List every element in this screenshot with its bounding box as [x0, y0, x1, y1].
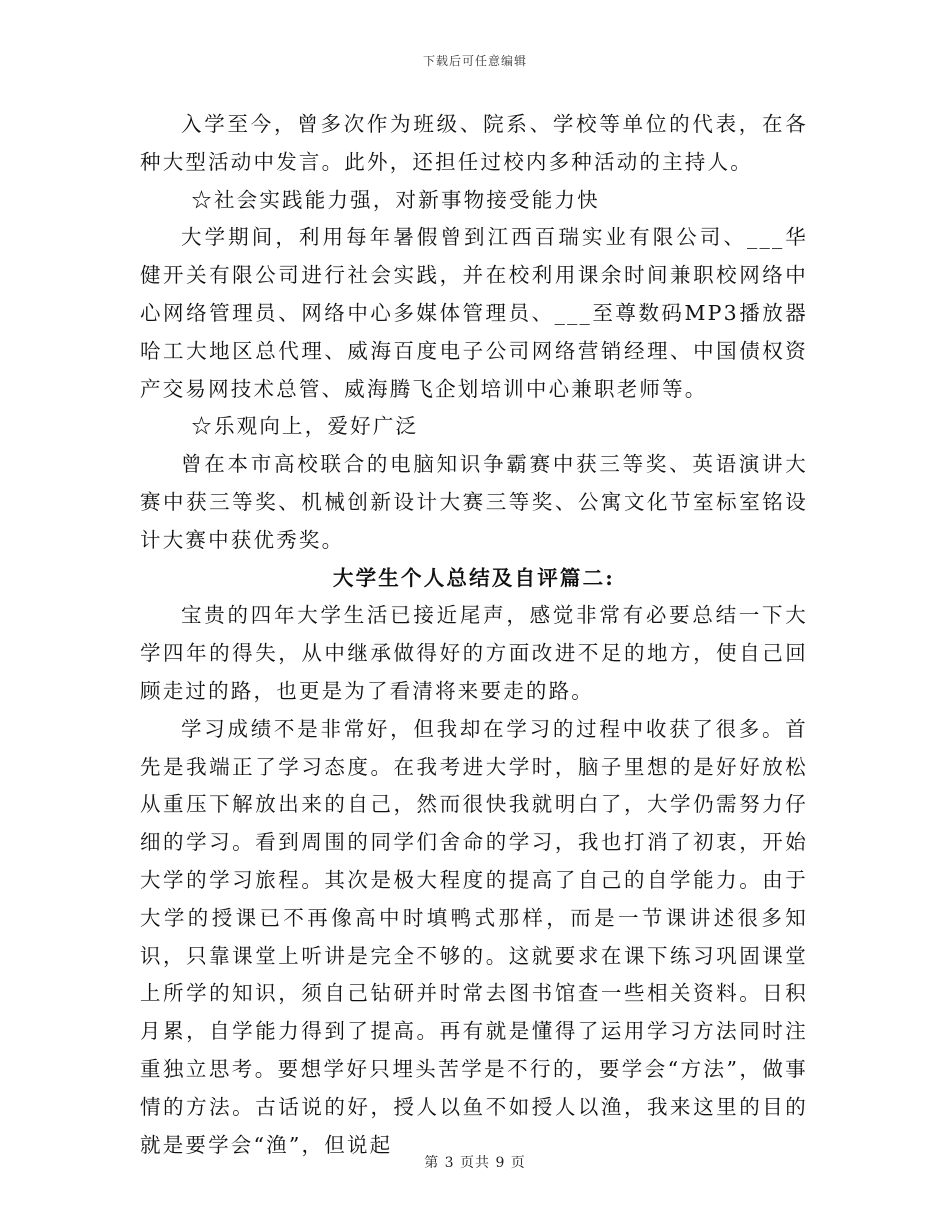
header-note: 下载后可任意编辑 — [422, 54, 527, 68]
article-heading: 大学生个人总结及自评篇二: — [332, 565, 616, 590]
paragraph-practice: 大学期间，利用每年暑假曾到江西百瑞实业有限公司、___华健开关有限公司进行社会实践，并在校利用课余时间兼职校网络中心网络管理员、网络中心多媒体管理员、___至尊数码MP3播放器哈工大地区总代理、威海百度电子公司网络营销经理、中国债权资产交易网技术总管、威海腾飞企划培训中心兼职老师等。 — [140, 225, 808, 401]
paragraph-study: 学习成绩不是非常好，但我却在学习的过程中收获了很多。首先是我端正了学习态度。在我考进大学时，脑子里想的是好好放松从重压下解放出来的自己，然而很快我就明白了，大学仍需努力仔细的学习。看到周围的同学们舍命的学习，我也打消了初衷，开始大学的学习旅程。其次是极大程度的提高了自己的自学能力。由于大学的授课已不再像高中时填鸭式那样，而是一节课讲述很多知识，只靠课堂上听讲是完全不够的。这就要求在课下练习巩固课堂上所学的知识，须自己钻研并时常去图书馆查一些相关资料。日积月累，自学能力得到了提高。再有就是懂得了运用学习方法同时注重独立思考。要想学好只埋头苦学是不行的，要学会“方法”，做事情的方法。古话说的好，授人以鱼不如授人以渔，我来这里的目的就是要学会“渔”，但说起 — [140, 716, 808, 1157]
paragraph-speaking: 入学至今，曾多次作为班级、院系、学校等单位的代表，在各种大型活动中发言。此外，还担任过校内多种活动的主持人。 — [140, 112, 808, 174]
paragraph-intro: 宝贵的四年大学生活已接近尾声，感觉非常有必要总结一下大学四年的得失，从中继承做得好的方面改进不足的地方，使自己回顾走过的路，也更是为了看清将来要走的路。 — [140, 603, 808, 703]
section-heading-practice: ☆社会实践能力强，对新事物接受能力快 — [191, 187, 600, 212]
paragraph-awards: 曾在本市高校联合的电脑知识争霸赛中获三等奖、英语演讲大赛中获三等奖、机械创新设计大赛三等奖、公寓文化节室标室铭设计大赛中获优秀奖。 — [140, 452, 808, 552]
document-body — [140, 106, 808, 1164]
page-number: 第 3 页共 9 页 — [424, 1155, 526, 1171]
section-heading-hobbies: ☆乐观向上，爱好广泛 — [191, 414, 419, 439]
